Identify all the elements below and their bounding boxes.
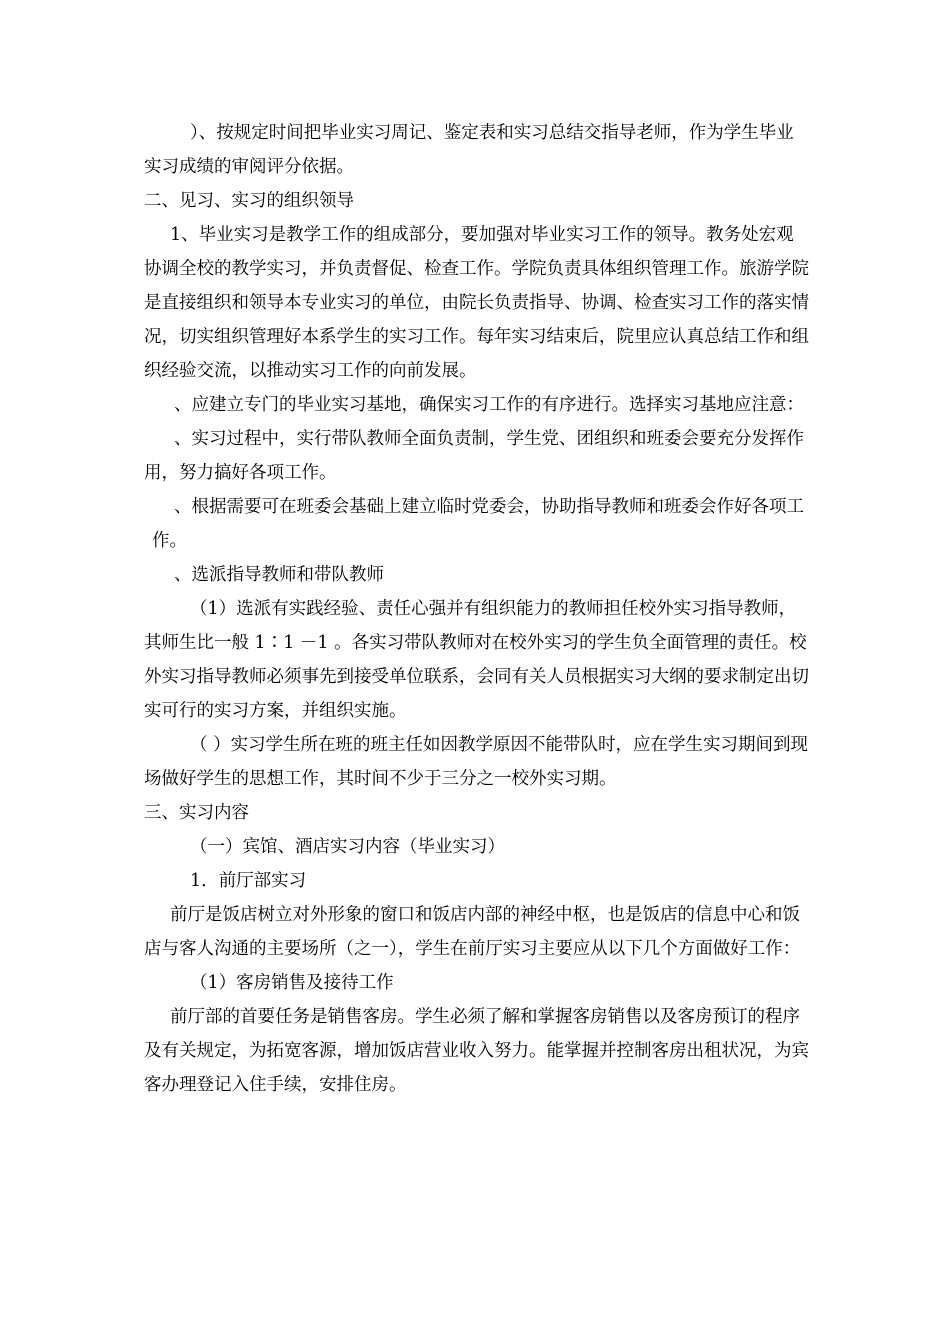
- paragraph-room-sales: 前厅部的首要任务是销售客房。学生必须了解和掌握客房销售以及客房预订的程序及有关规定，为拓宽客源，增加饭店营业收入努力。能掌握并控制客房出租状况，为宾客办理登记入住手续，安排住房。: [144, 1007, 809, 1095]
- subheading-front-office: 1．前厅部实习: [190, 871, 307, 891]
- document-page: [144, 116, 810, 1102]
- paragraph-select-teachers: 、选派指导教师和带队教师: [174, 565, 384, 585]
- paragraph-front-office-intro: 前厅是饭店树立对外形象的窗口和饭店内部的神经中枢，也是饭店的信息中心和饭店与客人沟通的主要场所（之一），学生在前厅实习主要应从以下几个方面做好工作：: [144, 905, 801, 959]
- paragraph-temporary-committee: 、根据需要可在班委会基础上建立临时党委会，协助指导教师和班委会作好各项工作。: [152, 497, 804, 551]
- subheading-hotel-internship: （一）宾馆、酒店实习内容（毕业实习）: [190, 837, 505, 857]
- paragraph-practice-base: 、应建立专门的毕业实习基地，确保实习工作的有序进行。选择实习基地应注意：: [174, 395, 804, 415]
- paragraph-submit-materials: ）、按规定时间把毕业实习周记、鉴定表和实习总结交指导老师，作为学生毕业实习成绩的审阅评分依据。: [144, 123, 794, 177]
- paragraph-leadership: 1、毕业实习是教学工作的组成部分，要加强对毕业实习工作的领导。教务处宏观协调全校的教学实习，并负责督促、检查工作。学院负责具体组织管理工作。旅游学院是直接组织和领导本专业实习的单位，由院长负责指导、协调、检查实习工作的落实情况，切实组织管理好本系学生的实习工作。每年实习结束后，院里应认真总结工作和组织经验交流，以推动实习工作的向前发展。: [144, 225, 809, 381]
- paragraph-teacher-ratio: （1）选派有实践经验、责任心强并有组织能力的教师担任校外实习指导教师，其师生比一般 1∶1 －1 。各实习带队教师对在校外实习的学生负全面管理的责任。校外实习指导教师必须事先到接受单位联系，会同有关人员根据实习大纲的要求制定出切实可行的实习方案，并组织实施。: [144, 599, 809, 721]
- subheading-room-sales: （1）客房销售及接待工作: [190, 973, 394, 993]
- section-heading-organization: 二、见习、实习的组织领导: [144, 191, 354, 211]
- paragraph-teacher-responsibility: 、实习过程中，实行带队教师全面负责制，学生党、团组织和班委会要充分发挥作用，努力搞好各项工作。: [144, 429, 804, 483]
- section-heading-content: 三、实习内容: [144, 803, 249, 823]
- paragraph-class-advisor: （ ）实习学生所在班的班主任如因教学原因不能带队时，应在学生实习期间到现场做好学生的思想工作，其时间不少于三分之一校外实习期。: [144, 735, 809, 789]
